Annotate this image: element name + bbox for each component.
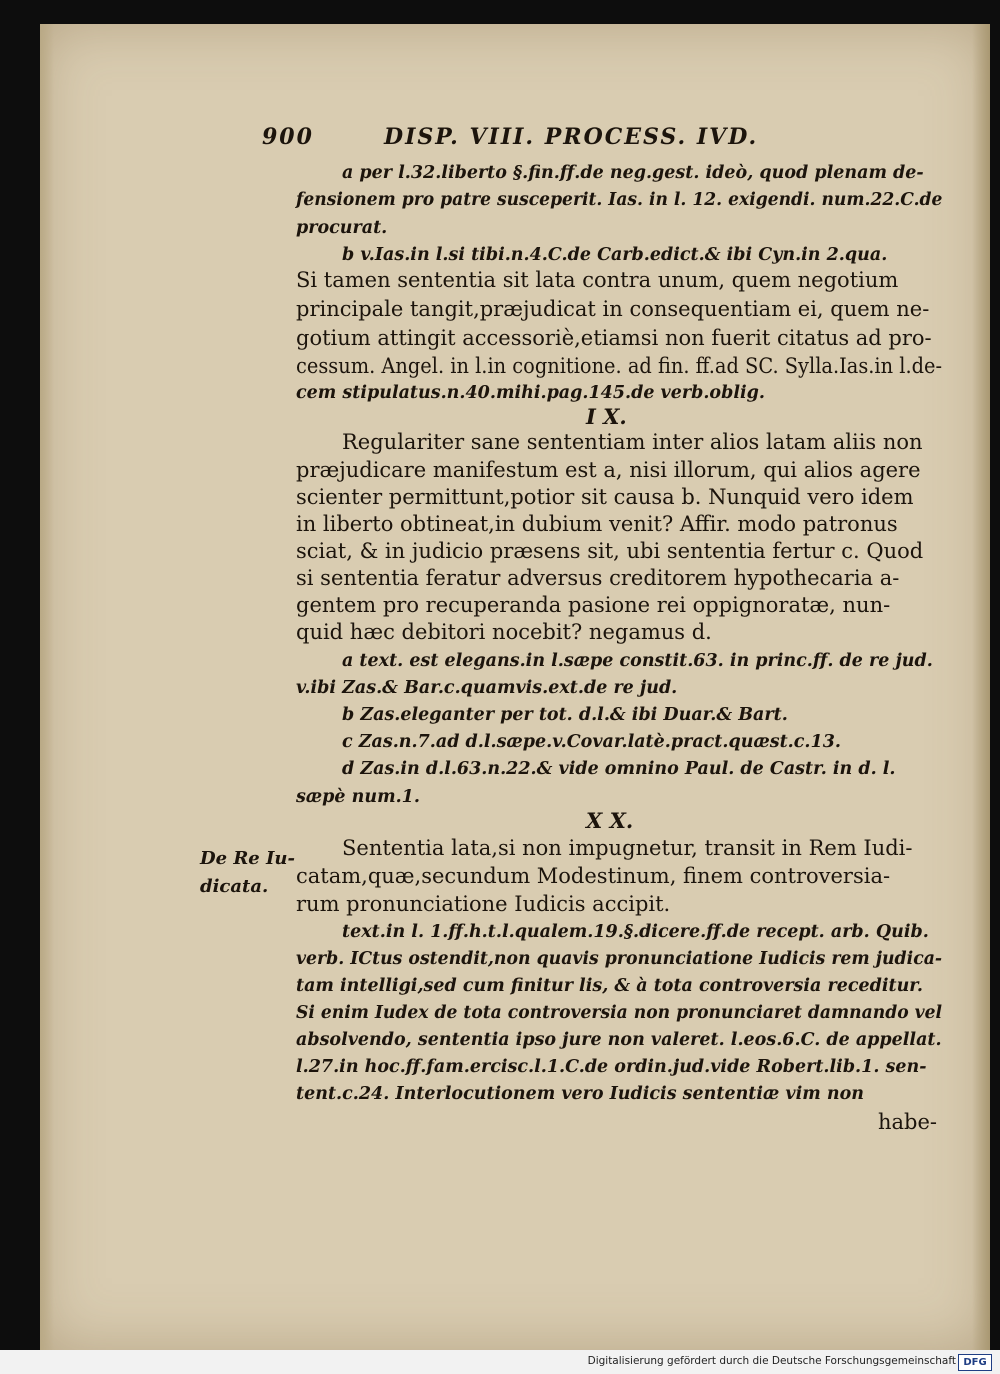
text-line: sæpè num.1. [296,787,420,807]
text-line: cessum. Angel. in l.in cognitione. ad fin. ff.ad SC. Sylla.Ias.in l.de- [296,354,943,378]
text-line: gentem pro recuperanda pasione rei oppignoratæ, nun- [296,593,891,617]
text-line: Si tamen sententia sit lata contra unum, quem negotium [296,268,899,292]
section-number: X X. [586,808,634,833]
text-line: tam intelligi,sed cum finitur lis, & à tota controversia receditur. [296,976,924,996]
text-line: v.ibi Zas.& Bar.c.quamvis.ext.de re jud. [296,678,678,698]
section-number: I X. [586,404,627,429]
text-line: catam,quæ,secundum Modestinum, finem controversia- [296,864,891,888]
text-line: b v.Ias.in l.si tibi.n.4.C.de Carb.edict.& ibi Cyn.in 2.qua. [342,245,888,265]
margin-note: dicata. [200,876,269,897]
text-line: d Zas.in d.l.63.n.22.& vide omnino Paul. de Castr. in d. l. [342,759,896,779]
text-line: Si enim Iudex de tota controversia non pronunciaret damnando vel [296,1003,943,1023]
text-line: in liberto obtineat,in dubium venit? Affir. modo patronus [296,512,898,536]
text-line: principale tangit,præjudicat in consequentiam ei, quem ne- [296,297,930,321]
text-line: fensionem pro patre susceperit. Ias. in l. 12. exigendi. num.22.C.de [296,190,943,210]
text-line: si sententia feratur adversus creditorem hypothecaria a- [296,566,900,590]
text-line: text.in l. 1.ff.h.t.l.qualem.19.§.dicere.ff.de recept. arb. Quib. [342,922,929,942]
text-line: cem stipulatus.n.40.mihi.pag.145.de verb.oblig. [296,383,765,403]
footer-credit: Digitalisierung gefördert durch die Deutsche Forschungsgemeinschaft [587,1355,956,1367]
page-edge-left [40,24,54,1350]
text-line: præjudicare manifestum est a, nisi illorum, qui alios agere [296,458,921,482]
text-line: absolvendo, sententia ipso jure non valeret. l.eos.6.C. de appellat. [296,1030,942,1050]
text-line: l.27.in hoc.ff.fam.ercisc.l.1.C.de ordin.jud.vide Robert.lib.1. sen- [296,1057,927,1077]
text-line: procurat. [296,218,388,238]
margin-note: De Re Iu- [200,848,295,869]
text-line: a text. est elegans.in l.sæpe constit.63. in princ.ff. de re jud. [342,651,933,671]
text-line: gotium attingit accessoriè,etiamsi non fuerit citatus ad pro- [296,326,932,350]
text-line: b Zas.eleganter per tot. d.l.& ibi Duar.& Bart. [342,705,788,725]
running-title: DISP. VIII. PROCESS. IVD. [384,124,759,150]
text-line: Regulariter sane sententiam inter alios latam aliis non [342,430,923,454]
text-line: sciat, & in judicio præsens sit, ubi sententia fertur c. Quod [296,539,924,563]
text-line: rum pronunciatione Iudicis accipit. [296,892,671,916]
dfg-logo: DFG [958,1354,992,1371]
text-line: a per l.32.liberto §.fin.ff.de neg.gest. ideò, quod plenam de- [342,163,924,183]
page-edge-right [972,24,990,1350]
text-line: c Zas.n.7.ad d.l.sæpe.v.Covar.latè.pract.quæst.c.13. [342,732,841,752]
catchword: habe- [878,1110,938,1134]
text-line: Sententia lata,si non impugnetur, transit in Rem Iudi- [342,836,913,860]
text-line: tent.c.24. Interlocutionem vero Iudicis sententiæ vim non [296,1084,864,1104]
page-number: 900 [262,124,314,150]
text-line: scienter permittunt,potior sit causa b. Nunquid vero idem [296,485,914,509]
text-line: verb. ICtus ostendit,non quavis pronunciatione Iudicis rem judica- [296,949,943,969]
text-line: quid hæc debitori nocebit? negamus d. [296,620,712,644]
